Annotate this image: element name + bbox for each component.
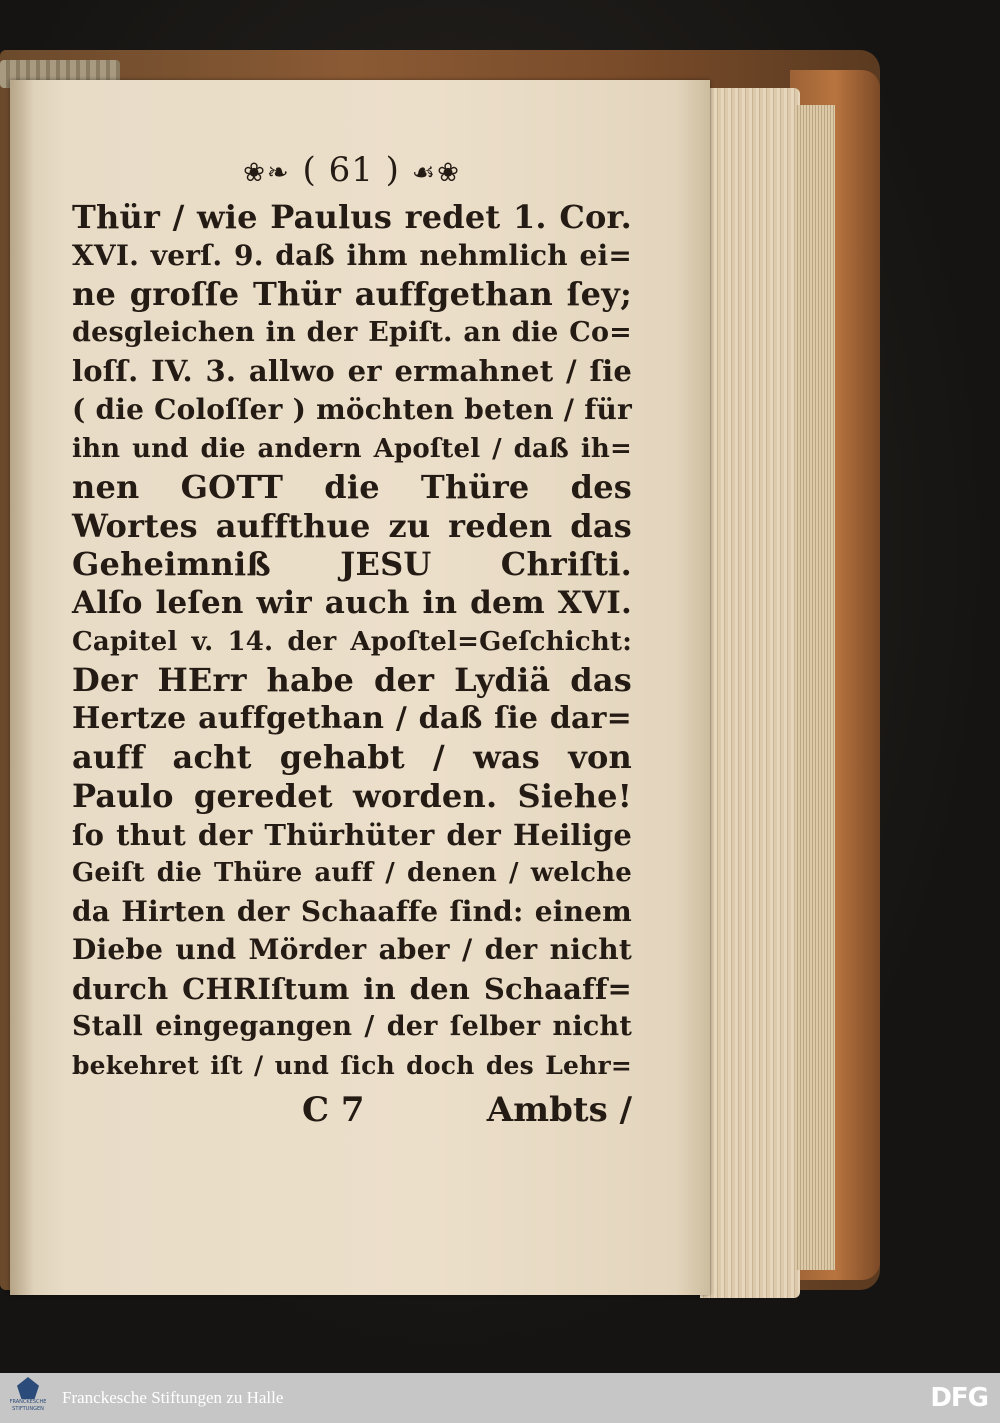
logo-mark-icon [17,1377,39,1399]
institution-name[interactable]: Franckesche Stiftungen zu Halle [62,1388,284,1407]
page-footer [72,1090,632,1130]
text-line: Paulo geredet worden. Siehe! [72,776,632,815]
text-line: Capitel v. 14. der Apoſtel=Geſchicht: [72,626,632,657]
text-line: Thür / wie Paulus redet 1. Cor. [72,198,632,236]
page-gutter-shadow [10,80,34,1295]
text-line: Geiſt die Thüre auff / denen / welche [72,858,632,889]
text-line: Wortes auffthue zu reden das [72,506,632,545]
text-line: ihn und die andern Apoſtel / daß ih= [72,433,632,464]
text-line: Stall eingegangen / der ſelber nicht [72,1011,632,1043]
page-fore-edge-back [795,105,835,1270]
page-number: ( 61 ) [302,150,400,190]
text-line: Der HErr habe der Lydiä das [72,661,632,700]
logo-text: FRANCKESCHE STIFTUNGEN [9,1399,47,1412]
text-line: ne groſſe Thür auffgethan ſey; [72,275,632,314]
text-line: Diebe und Mörder aber / der nicht [72,933,632,967]
text-line: nen GOTT die Thüre des [72,468,632,507]
text-line: bekehret iſt / und ſich doch des Lehr= [72,1051,632,1081]
text-line: XVI. verſ. 9. daß ihm nehmlich ei= [72,238,632,272]
page-fore-edge [700,88,800,1298]
text-line: da Hirten der Schaaffe ſind: einem [72,894,632,928]
text-line: ( die Coloſſer ) möchten beten / für [72,392,632,426]
text-line: ſo thut der Thürhüter der Heilige [72,817,632,852]
page-header [72,148,632,192]
text-line: loſſ. IV. 3. allwo er ermahnet / ſie [72,354,632,389]
text-line: Geheimniß JESU Chriſti. [72,545,632,584]
text-line: desgleichen in der Epiſt. an die Co= [72,316,632,348]
text-line: durch CHRIſtum in den Schaaff= [72,971,632,1006]
signature-mark: C 7 [302,1089,365,1130]
text-line: Hertze auffgethan / daß ſie dar= [72,700,632,736]
text-line: Alſo leſen wir auch in dem XVI. [72,584,632,621]
franckesche-logo-icon[interactable] [8,1377,48,1419]
body-text [72,198,632,1086]
footer-bar [0,1373,1000,1423]
page-text-block [72,148,632,1130]
ornament-right-icon: ☙❀ [411,158,461,188]
dfg-logo-icon[interactable]: DFG [930,1383,988,1413]
ornament-left-icon: ❀❧ [243,158,291,188]
catchword: Ambts / [486,1089,632,1130]
text-line: auff acht gehabt / was von [72,738,632,777]
